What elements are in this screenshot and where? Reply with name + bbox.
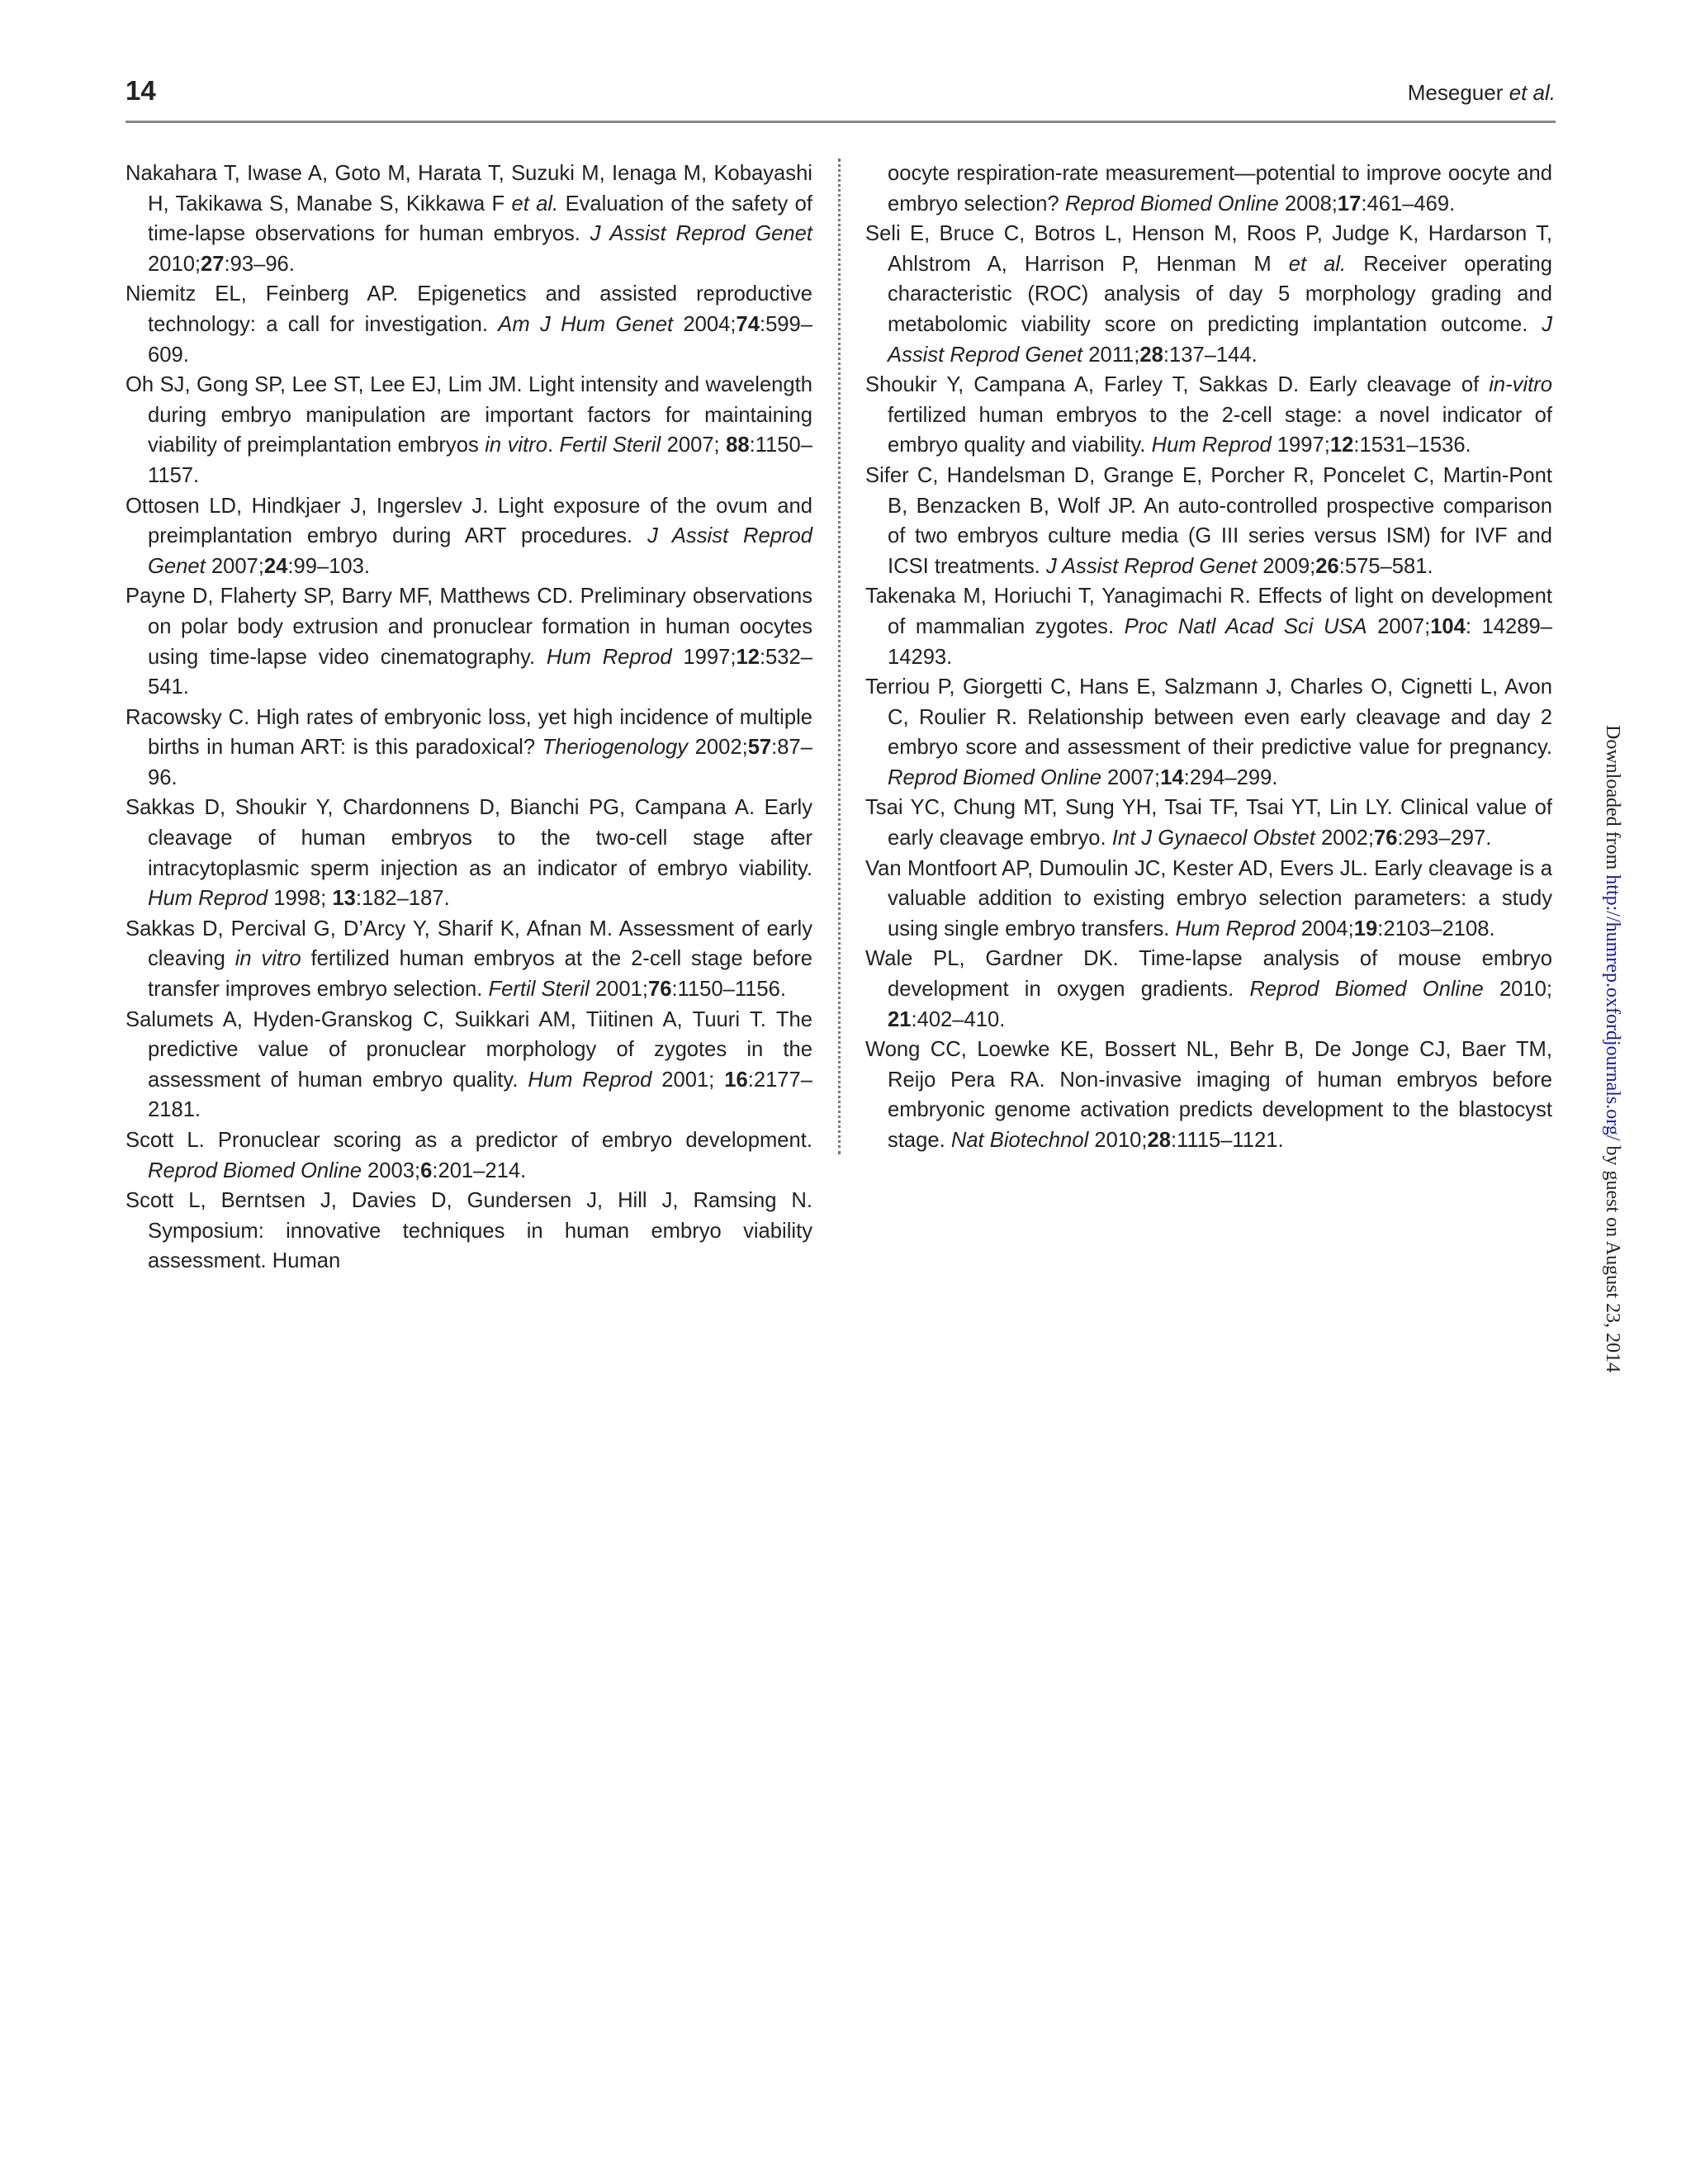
reference-lead: Payne D, Flaherty SP, Barry MF, Matthews CD. Preliminary observations on polar body extrusion and pronuclear formation in human oocytes using time-lapse video cinematography. (126, 585, 812, 669)
continuation-journal: Reprod Biomed Online (1064, 192, 1279, 216)
reference-lead: Salumets A, Hyden-Granskog C, Suikkari AM, Tiitinen A, Tuuri T. The predictive value of pronuclear morphology of zygotes in the assessment of human embryo quality. (126, 1007, 812, 1092)
reference-year: 2001; (589, 978, 648, 1002)
reference-italic-mid: in vitro (234, 947, 301, 971)
reference-year: 1997; (1271, 433, 1330, 457)
reference-journal: Hum Reprod (1175, 917, 1295, 940)
reference-italic-mid: in vitro (485, 433, 547, 457)
reference-journal: J Assist Reprod Genet (590, 222, 812, 246)
reference-pages: :137–144. (1163, 343, 1258, 367)
reference-volume: 24 (263, 554, 288, 578)
column-divider (838, 159, 841, 1154)
running-head-author: Meseguer (1407, 80, 1504, 105)
reference-entry (126, 1186, 812, 1277)
reference-lead: Seli E, Bruce C, Botros L, Henson M, Roos P, Judge K, Hardarson T, Ahlstrom A, Harrison P, Henman M (865, 222, 1552, 276)
reference-volume: 104 (1430, 614, 1466, 638)
reference-year: 2007; (1367, 614, 1431, 638)
reference-volume: 76 (1374, 827, 1398, 850)
reference-year: 2010; (148, 252, 201, 276)
reference-year: 2004; (673, 312, 737, 336)
reference-lead: Tsai YC, Chung MT, Sung YH, Tsai TF, Tsai YT, Lin LY. Clinical value of early cleavage embryo. (865, 796, 1552, 850)
page-number: 14 (126, 75, 156, 106)
header-rule (126, 121, 1556, 123)
reference-lead: Nakahara T, Iwase A, Goto M, Harata T, Suzuki M, Ienaga M, Kobayashi H, Takikawa S, Manabe S, Kikkawa F (126, 162, 812, 216)
reference-volume: 19 (1353, 917, 1378, 940)
reference-pages: :402–410. (911, 1007, 1006, 1031)
reference-pages: :93–96. (224, 252, 295, 276)
reference-volume: 21 (888, 1007, 912, 1031)
reference-volume: 88 (726, 433, 750, 457)
reference-volume: 12 (1329, 433, 1354, 457)
reference-entry (865, 793, 1552, 853)
reference-lead: Van Montfoort AP, Dumoulin JC, Kester AD, Evers JL. Early cleavage is a valuable addition to existing embryo selection parameters: a study using single embryo transfers. (865, 856, 1552, 940)
reference-journal: Theriogenology (542, 736, 689, 760)
reference-entry (865, 219, 1552, 370)
reference-entry (126, 793, 812, 913)
reference-volume: 13 (332, 887, 356, 911)
reference-year: 2010; (1088, 1129, 1148, 1152)
reference-entry (126, 370, 812, 490)
reference-pages: :87–96. (148, 736, 812, 789)
reference-lead: Oh SJ, Gong SP, Lee ST, Lee EJ, Lim JM. Light intensity and wavelength during embryo manipulation are important factors for maintaining viability of preimplantation embryos (126, 373, 812, 457)
reference-year: 2007; (661, 433, 727, 457)
reference-journal: J Assist Reprod Genet (148, 524, 812, 578)
reference-entry (126, 914, 812, 1005)
reference-italic-mid: et al. (511, 192, 559, 216)
reference-lead: Scott L. Pronuclear scoring as a predictor of embryo development. (126, 1129, 812, 1152)
reference-column-right (865, 159, 1552, 1156)
reference-pages: :1531–1536. (1353, 433, 1471, 457)
reference-title: Receiver operating characteristic (ROC) analysis of day 5 morphology grading and metabolomic viability score on predicting implantation outcome. (888, 252, 1552, 336)
reference-year: 2002; (688, 736, 748, 760)
reference-volume: 16 (724, 1068, 748, 1092)
reference-title: . (547, 433, 560, 457)
reference-lead: Scott L, Berntsen J, Davies D, Gundersen J, Hill J, Ramsing N. Symposium: innovative techniques in human embryo viability assessment. Human (126, 1189, 812, 1273)
reference-lead: Terriou P, Giorgetti C, Hans E, Salzmann J, Charles O, Cignetti L, Avon C, Roulier R. Relationship between even early cleavage and day 2 embryo score and assessment of their predictive value for pregnancy. (865, 675, 1552, 760)
reference-year: 2007; (205, 554, 264, 578)
reference-entry (126, 1125, 812, 1186)
reference-journal: J Assist Reprod Genet (1046, 554, 1258, 578)
reference-entry (865, 461, 1552, 581)
reference-journal: Nat Biotechnol (950, 1129, 1089, 1152)
continuation-volume: 17 (1337, 192, 1362, 216)
reference-entry (126, 581, 812, 702)
reference-pages: : 14289–14293. (888, 614, 1552, 669)
running-head-et-al: et al. (1509, 80, 1556, 105)
reference-pages: :182–187. (355, 887, 450, 911)
continuation-pages: :461–469. (1361, 192, 1456, 216)
download-notice-suffix: by guest on August 23, 2014 (1602, 1140, 1623, 1373)
reference-pages: :1150–1157. (148, 433, 812, 487)
reference-year: 1997; (671, 645, 737, 669)
reference-journal: Reprod Biomed Online (148, 1158, 362, 1182)
reference-year: 2009; (1257, 554, 1316, 578)
reference-year: 2010; (1483, 978, 1552, 1002)
reference-lead: Niemitz EL, Feinberg AP. Epigenetics and assisted reproductive technology: a call for investigation. (126, 282, 812, 336)
reference-journal: Hum Reprod (546, 645, 672, 669)
reference-entry (126, 159, 812, 279)
reference-lead: Sakkas D, Percival G, D’Arcy Y, Sharif K, Afnan M. Assessment of early cleaving (126, 917, 812, 971)
reference-lead: Wale PL, Gardner DK. Time-lapse analysis of mouse embryo development in oxygen gradients. (865, 947, 1552, 1002)
reference-journal: J Assist Reprod Genet (888, 312, 1552, 367)
download-notice-link[interactable]: http://humrep.oxfordjournals.org/ (1602, 874, 1623, 1141)
reference-pages: :575–581. (1338, 554, 1433, 578)
continuation-year: 2008; (1278, 192, 1338, 216)
running-head (1408, 76, 1556, 109)
reference-pages: :201–214. (432, 1158, 527, 1182)
reference-pages: :99–103. (287, 554, 371, 578)
reference-lead: Racowsky C. High rates of embryonic loss, yet high incidence of multiple births in human ART: is this paradoxical? (126, 705, 812, 760)
reference-lead: Wong CC, Loewke KE, Bossert NL, Behr B, De Jonge CJ, Baer TM, Reijo Pera RA. Non-invasive imaging of human embryos before embryonic genome activation predicts development to the blastocyst stage. (865, 1038, 1552, 1152)
reference-year: 2002; (1314, 827, 1374, 850)
reference-entry (126, 1005, 812, 1125)
download-notice-text (1600, 725, 1625, 1372)
reference-volume: 6 (420, 1158, 433, 1182)
reference-year: 2004; (1295, 917, 1354, 940)
reference-entry (126, 491, 812, 582)
reference-pages: :2103–2108. (1377, 917, 1495, 940)
reference-journal: Fertil Steril (559, 433, 661, 457)
reference-journal: Int J Gynaecol Obstet (1111, 827, 1315, 850)
continuation-text: oocyte respiration-rate measurement—potential to improve oocyte and embryo selection? (888, 162, 1552, 216)
reference-title: Evaluation of the safety of time-lapse observations for human embryos. (148, 192, 812, 246)
reference-year: 2007; (1101, 765, 1161, 789)
reference-entry (126, 703, 812, 794)
reference-entry (865, 944, 1552, 1035)
reference-pages: :599–609. (148, 312, 812, 367)
reference-continuation (865, 159, 1552, 219)
reference-volume: 74 (736, 312, 760, 336)
reference-journal: Hum Reprod (1151, 433, 1272, 457)
reference-entry (865, 672, 1552, 793)
reference-lead: Shoukir Y, Campana A, Farley T, Sakkas D. Early cleavage of (865, 373, 1490, 397)
reference-title: fertilized human embryos at the 2-cell stage before transfer improves embryo selection. (148, 947, 812, 1002)
download-notice-prefix: Downloaded from (1602, 725, 1623, 875)
reference-journal: Hum Reprod (528, 1068, 652, 1092)
reference-volume: 28 (1147, 1129, 1171, 1152)
reference-column-left (126, 159, 812, 1277)
reference-volume: 76 (647, 978, 672, 1002)
reference-lead: Sifer C, Handelsman D, Grange E, Porcher R, Poncelet C, Martin-Pont B, Benzacken B, Wolf JP. An auto-controlled prospective comparison of two embryos culture media (G III series versus ISM) for IVF and ICSI treatments. (865, 463, 1552, 578)
reference-journal: Fertil Steril (488, 978, 590, 1002)
reference-pages: :293–297. (1397, 827, 1492, 850)
reference-italic-mid: et al. (1288, 252, 1347, 276)
reference-year: 2003; (361, 1158, 421, 1182)
reference-entry (865, 1035, 1552, 1155)
reference-journal: Hum Reprod (148, 887, 268, 911)
reference-year: 2011; (1082, 343, 1140, 367)
reference-journal: Reprod Biomed Online (1249, 978, 1484, 1002)
reference-entry (865, 581, 1552, 672)
reference-lead: Takenaka M, Horiuchi T, Yanagimachi R. Effects of light on development of mammalian zygotes. (865, 585, 1552, 638)
reference-volume: 27 (201, 252, 225, 276)
reference-volume: 14 (1160, 765, 1184, 789)
reference-title: fertilized human embryos to the 2-cell stage: a novel indicator of embryo quality and viability. (888, 403, 1552, 457)
reference-volume: 12 (736, 645, 760, 669)
reference-volume: 57 (747, 736, 772, 760)
reference-pages: :294–299. (1183, 765, 1278, 789)
reference-volume: 26 (1315, 554, 1339, 578)
reference-entry (865, 370, 1552, 461)
reference-lead: Sakkas D, Shoukir Y, Chardonnens D, Bianchi PG, Campana A. Early cleavage of human embryos to the two-cell stage after intracytoplasmic sperm injection as an indicator of embryo viability. (126, 796, 812, 880)
reference-entry (126, 279, 812, 370)
reference-year: 1998; (268, 887, 333, 911)
reference-entry (865, 854, 1552, 945)
reference-journal: Am J Hum Genet (498, 312, 674, 336)
reference-journal: Reprod Biomed Online (888, 765, 1101, 789)
reference-lead: Ottosen LD, Hindkjaer J, Ingerslev J. Light exposure of the ovum and preimplantation embryo during ART procedures. (126, 494, 812, 548)
reference-pages: :532–541. (148, 645, 812, 699)
reference-italic-mid: in-vitro (1489, 373, 1552, 397)
reference-pages: :1150–1156. (671, 978, 786, 1002)
reference-pages: :2177–2181. (148, 1068, 812, 1122)
reference-volume: 28 (1139, 343, 1163, 367)
reference-year: 2001; (651, 1068, 725, 1092)
reference-journal: Proc Natl Acad Sci USA (1124, 614, 1367, 638)
reference-pages: :1115–1121. (1170, 1129, 1284, 1152)
